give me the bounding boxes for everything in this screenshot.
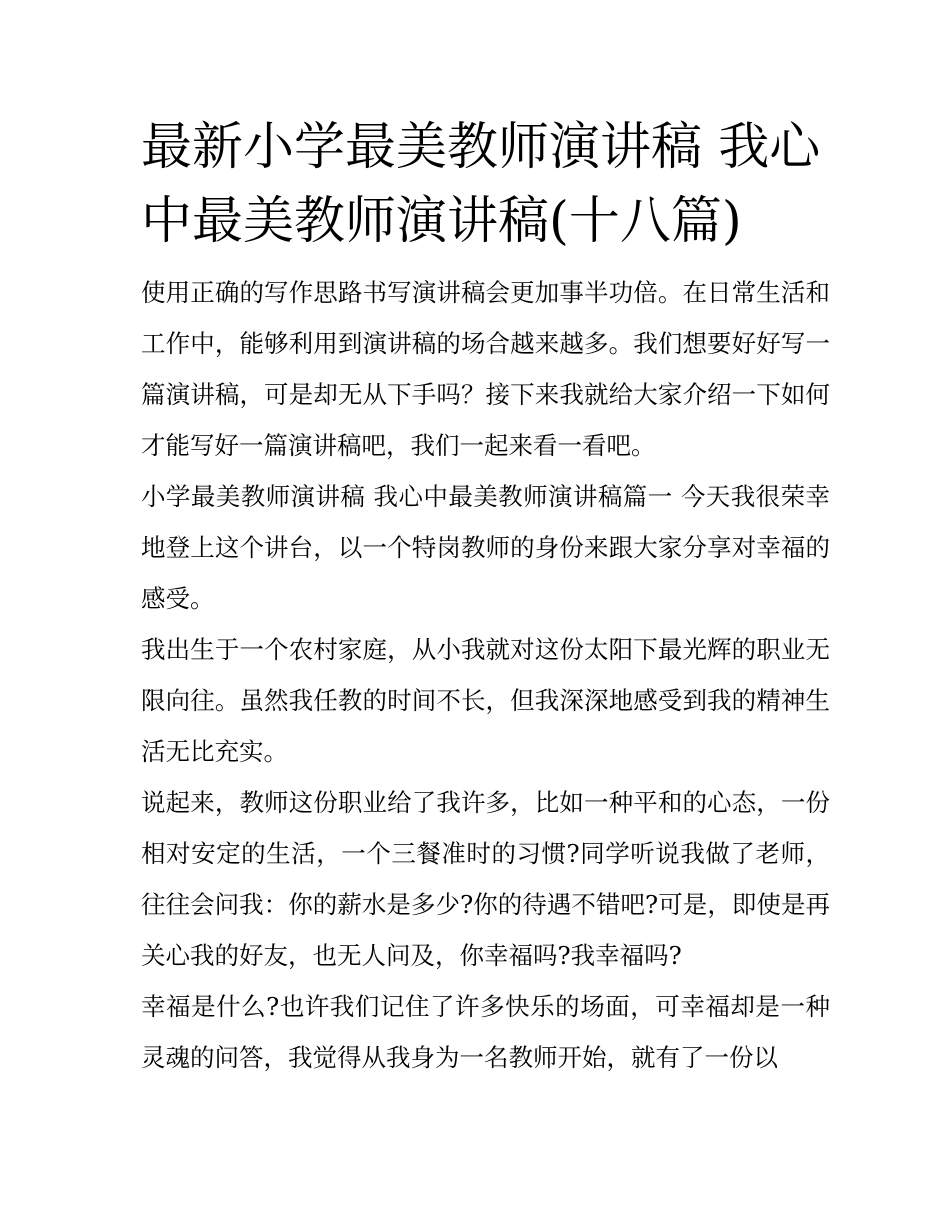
paragraph-background: 我出生于一个农村家庭，从小我就对这份太阳下最光辉的职业无限向往。虽然我任教的时间不长，但我深深地感受到我的精神生活无比充实。 (141, 635, 830, 766)
document-body (141, 267, 830, 1083)
document-title: 最新小学最美教师演讲稿 我心中最美教师演讲稿(十八篇) (141, 118, 821, 251)
paragraph-profession: 说起来，教师这份职业给了我许多，比如一种平和的心态，一份相对安定的生活，一个三餐准时的习惯?同学听说我做了老师，往往会问我：你的薪水是多少?你的待遇不错吧?可是，即使是再关心我的好友，也无人问及，你幸福吗?我幸福吗? (141, 788, 830, 970)
paragraph-intro: 使用正确的写作思路书写演讲稿会更加事半功倍。在日常生活和工作中，能够利用到演讲稿的场合越来越多。我们想要好好写一篇演讲稿，可是却无从下手吗？接下来我就给大家介绍一下如何才能写好一篇演讲稿吧，我们一起来看一看吧。 (141, 278, 830, 460)
paragraph-happiness: 幸福是什么?也许我们记住了许多快乐的场面，可幸福却是一种灵魂的问答，我觉得从我身为一名教师开始，就有了一份以 (141, 992, 830, 1072)
paragraph-opening: 小学最美教师演讲稿 我心中最美教师演讲稿篇一 今天我很荣幸地登上这个讲台，以一个特岗教师的身份来跟大家分享对幸福的感受。 (141, 482, 830, 613)
